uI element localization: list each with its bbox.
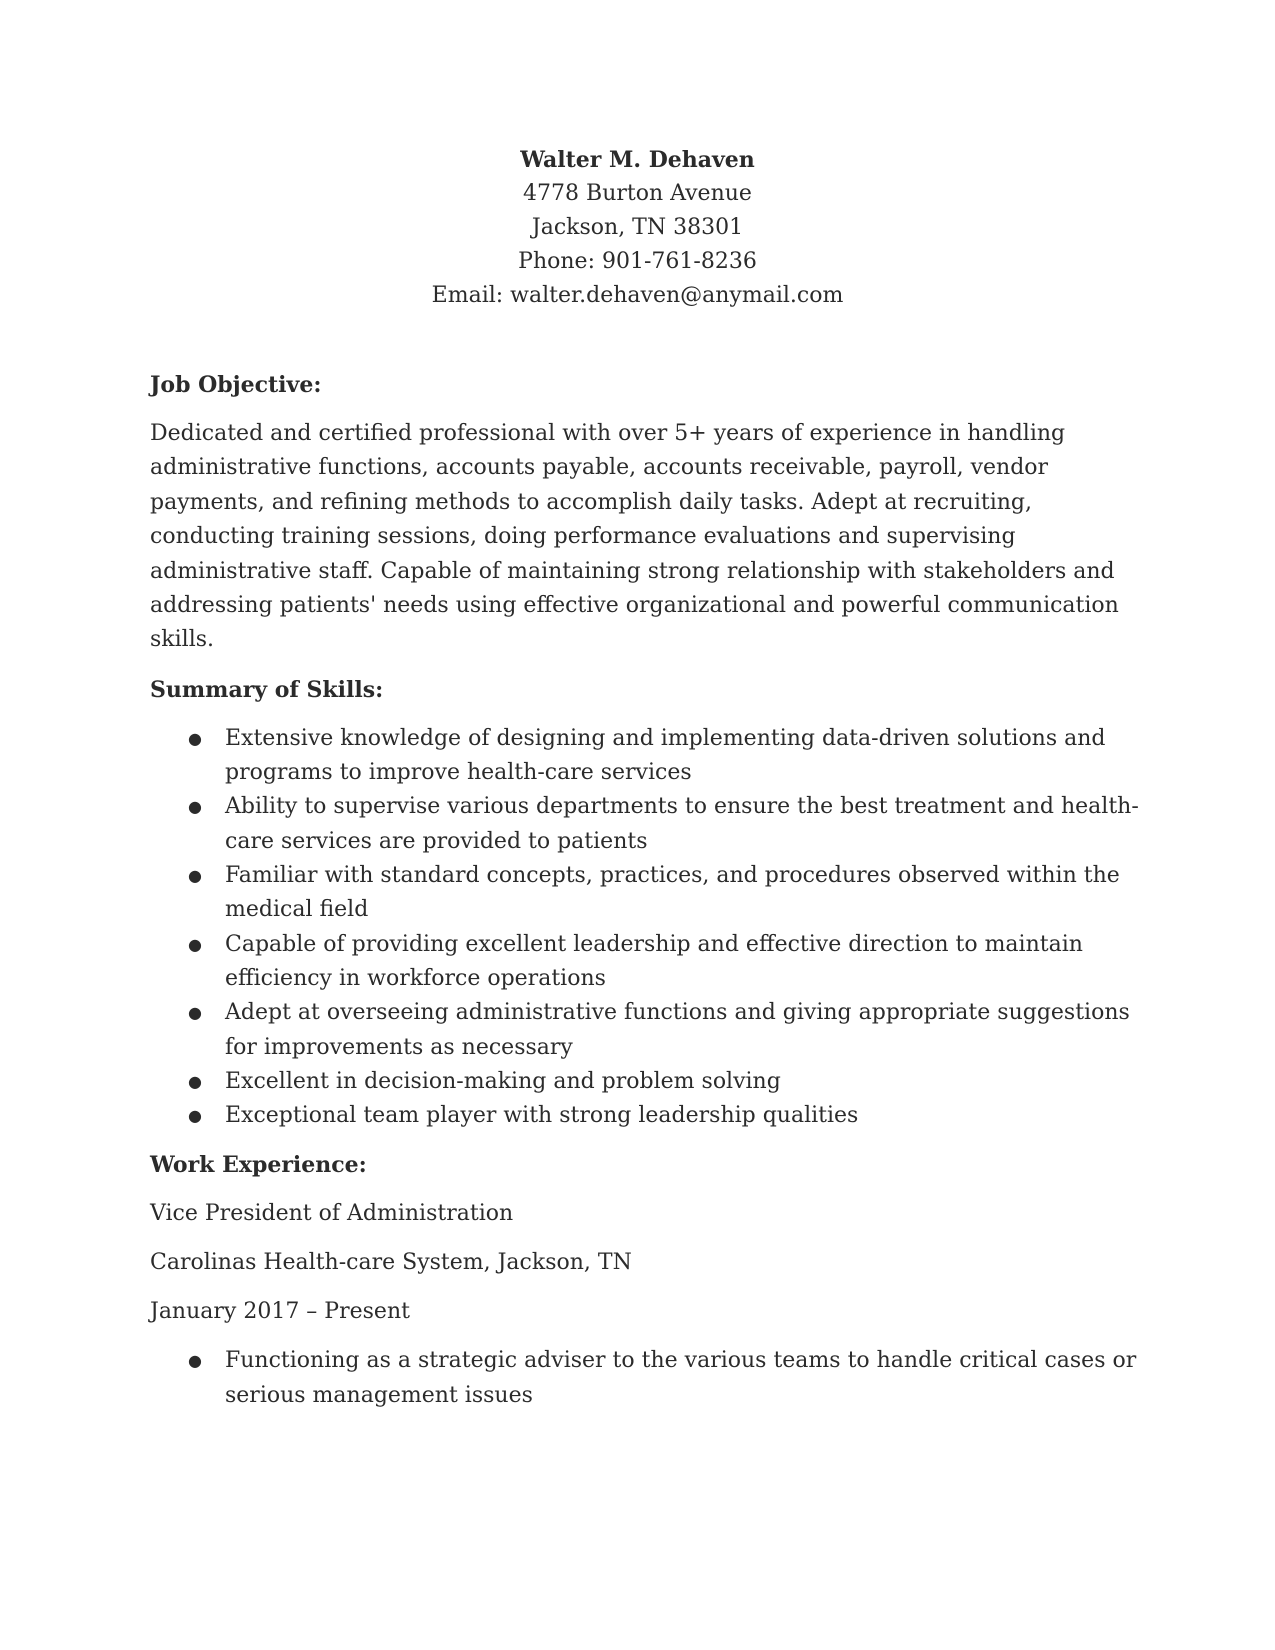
- list-item: [150, 928, 1150, 997]
- address-line-2: Jackson, TN 38301: [531, 215, 744, 240]
- objective-text: Dedicated and certified professional with over 5+ years of experience in handling administrative functions, accounts payable, accounts receivable, payroll, vendor payments, and refining methods to accomplish daily tasks. Adept at recruiting, conducting training sessions, doing performance evaluations and supervising administrative staff. Capable of maintaining strong relationship with stakeholders and addressing patients' needs using effective organizational and powerful communication skills.: [150, 421, 1119, 653]
- bullet-icon: ●: [188, 1106, 202, 1126]
- skills-heading: Summary of Skills:: [150, 676, 384, 703]
- duties-list: [150, 1344, 1150, 1413]
- employment-dates: January 2017 – Present: [150, 1299, 410, 1325]
- skill-text: Excellent in decision-making and problem solving: [225, 1068, 781, 1094]
- resume-body: [150, 368, 1150, 1413]
- phone-number: Phone: 901-761-8236: [518, 249, 757, 274]
- list-item: [150, 722, 1150, 791]
- contact-header: [0, 143, 1275, 313]
- bullet-icon: ●: [188, 934, 202, 954]
- email-address: Email: walter.dehaven@anymail.com: [431, 283, 844, 308]
- list-item: [150, 1344, 1150, 1413]
- skill-text: Capable of providing excellent leadership and effective direction to maintain efficiency in workforce operations: [225, 931, 1083, 991]
- company-name: Carolinas Health-care System, Jackson, TN: [150, 1250, 632, 1276]
- skills-list: [150, 722, 1150, 1134]
- bullet-icon: ●: [188, 728, 202, 748]
- objective-heading: Job Objective:: [150, 372, 322, 398]
- list-item: [150, 859, 1150, 928]
- skill-text: Familiar with standard concepts, practices, and procedures observed within the medical field: [225, 863, 1120, 923]
- list-item: [150, 996, 1150, 1065]
- bullet-icon: ●: [188, 866, 202, 886]
- bullet-icon: ●: [188, 1351, 202, 1371]
- skill-text: Adept at overseeing administrative functions and giving appropriate suggestions for improvements as necessary: [225, 1000, 1130, 1060]
- duty-text: Functioning as a strategic adviser to the various teams to handle critical cases or serious management issues: [225, 1348, 1137, 1408]
- address-line-1: 4778 Burton Avenue: [523, 181, 752, 206]
- experience-heading: Work Experience:: [150, 1152, 367, 1179]
- skill-text: Extensive knowledge of designing and implementing data-driven solutions and programs to improve health-care services: [225, 725, 1106, 786]
- bullet-icon: ●: [188, 1071, 202, 1091]
- skill-text: Exceptional team player with strong leadership qualities: [225, 1103, 859, 1129]
- job-title: Vice President of Administration: [150, 1201, 514, 1227]
- bullet-icon: ●: [188, 1003, 202, 1023]
- applicant-name: Walter M. Dehaven: [520, 147, 755, 173]
- list-item: [150, 1065, 1150, 1099]
- skill-text: Ability to supervise various departments to ensure the best treatment and health-care services are provided to patients: [225, 794, 1139, 854]
- list-item: [150, 790, 1150, 859]
- bullet-icon: ●: [188, 797, 202, 817]
- list-item: [150, 1099, 1150, 1133]
